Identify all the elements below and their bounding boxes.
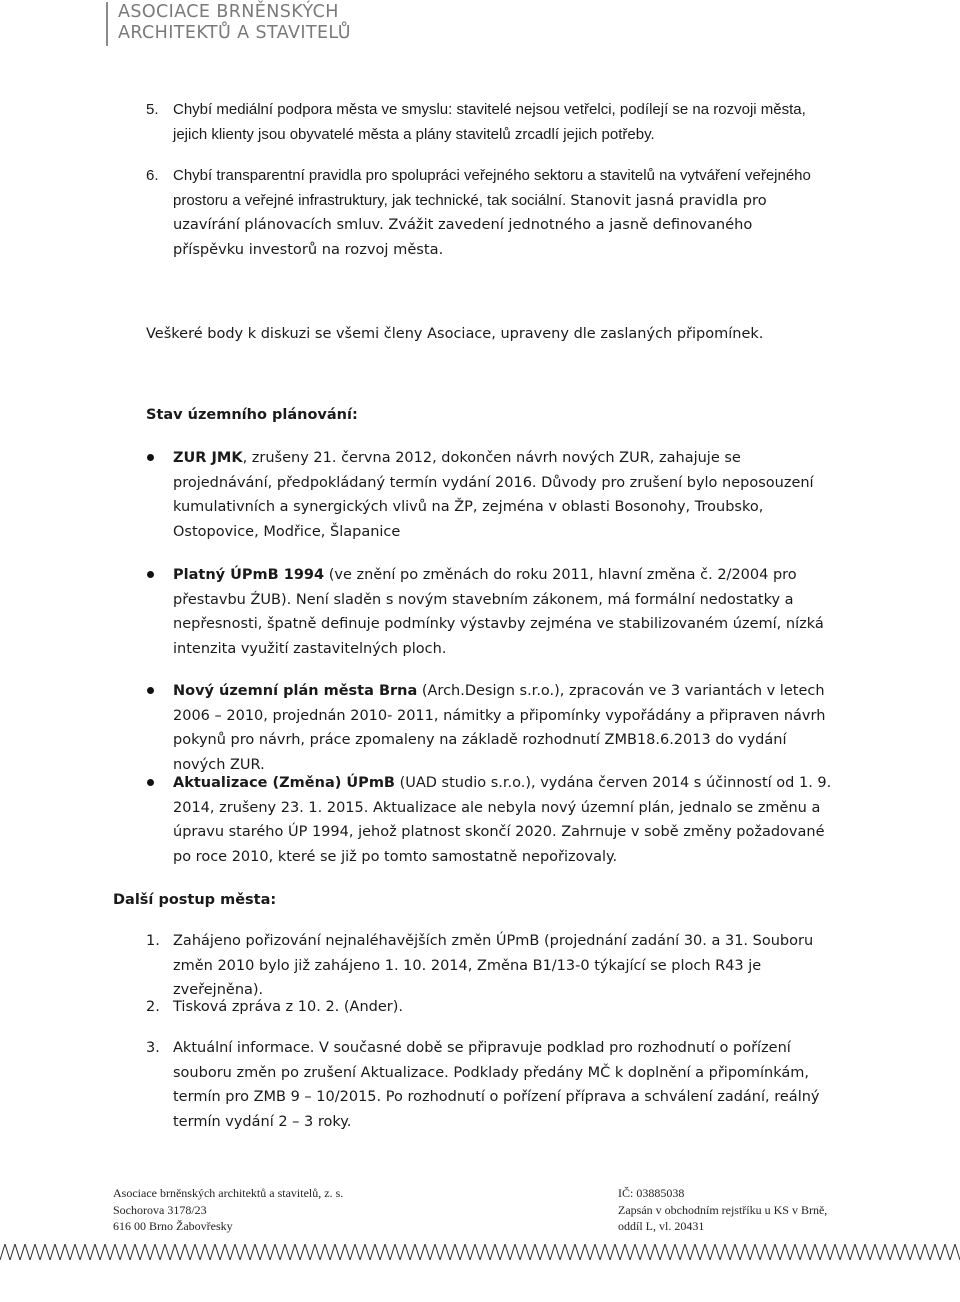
footer-registry: Zapsán v obchodním rejstříku u KS v Brně, (618, 1202, 828, 1217)
footer-org-name: Asociace brněnských architektů a stavitelů, z. s. (113, 1186, 344, 1200)
bullet-bold: Nový územní plán města Brna (173, 683, 418, 699)
list-text-recommendation: Stanovit jasná pravidla pro uzavírání plánovacích smluv. Zvážit zavedení jednotného a jasně definovaného příspěvku investorů na rozvoj města. (173, 191, 767, 258)
list-number: 3. (146, 1040, 160, 1056)
bullet-text (173, 563, 843, 661)
bullet-icon (146, 679, 173, 777)
list-number: 1. (146, 933, 160, 949)
footer-address (113, 1185, 343, 1235)
bullet-icon (146, 563, 173, 661)
bullet-bold: Platný ÚPmB 1994 (173, 567, 325, 583)
next-step-2 (146, 995, 853, 1020)
list-number: 6. (146, 167, 159, 184)
next-step-3 (146, 1036, 823, 1134)
header-line-2: ARCHITEKTŮ A STAVITELŮ (118, 23, 351, 43)
bullet-detail: (UAD studio s.r.o.), vydána červen 2014 s účinností od 1. 9. 2014, zrušeny 23. 1. 2015. Aktualizace ale nebyla nový územní plán, jednalo se změnu a úpravu starého ÚP 1994, jehož platnost skončí 2020. Zahrnuje v sobě změny požadované po roce 2010, které se již po tomto samostatně nepořizovaly. (173, 775, 832, 865)
footer-city: 616 00 Brno Žabovřesky (113, 1219, 233, 1233)
organization-logo (118, 2, 351, 46)
bullet-icon (146, 446, 173, 544)
list-text: Tisková zpráva z 10. 2. (Ander). (173, 999, 404, 1015)
bullet-bold: Aktualizace (Změna) ÚPmB (173, 775, 395, 791)
planning-status-heading: Stav územního plánování: (146, 407, 358, 423)
bullet-detail: (ve znění po změnách do roku 2011, hlavní změna č. 2/2004 pro přestavbu ŹUB). Není sladěn s novým stavebním zákonem, má formální nedostatky a nepřesnosti, špatně definuje podmínky výstavby zejména ve stabilizovaném území, nízká intenzita využití zastavitelných ploch. (173, 567, 824, 657)
footer-registration (618, 1185, 827, 1235)
list-text: Zahájeno pořizování nejnaléhavějších změn ÚPmB (projednání zadání 30. a 31. Souboru změn 2010 bylo již zahájeno 1. 10. 2014, Změna B1/13-0 týkající se ploch R43 je zveřejněna). (173, 933, 814, 998)
bullet-item-update (146, 771, 846, 869)
bullet-text (173, 771, 843, 869)
footer-ic: IČ: 03885038 (618, 1186, 685, 1200)
bullet-text (173, 446, 843, 544)
list-text: Chybí transparentní pravidla pro spolupráci veřejného sektoru a stavitelů na vytváření veřejného prostoru a veřejné infrastruktury, jak technické, tak sociální. (173, 167, 811, 209)
next-step-1 (146, 929, 853, 1003)
bullet-item-zur (146, 446, 846, 544)
bullet-detail: , zrušeny 21. června 2012, dokončen návrh nových ZUR, zahajuje se projednávání, předpokládaný termín vydání 2016. Důvody pro zrušení bylo neposouzení kumulativních a synergických vlivů na ŽP, zejména v oblasti Bosonohy, Troubsko, Ostopovice, Modřice, Šlapanice (173, 450, 814, 540)
bullet-text (173, 679, 843, 777)
list-text: Chybí mediální podpora města ve smyslu: stavitelé nejsou vetřelci, podílejí se na rozvoji města, jejich klienty jsou obyvatelé města a plány stavitelů zrcadlí jejich potřeby. (173, 101, 806, 143)
list-number: 5. (146, 101, 159, 118)
bullet-icon (146, 771, 173, 869)
decorative-zigzag-border (0, 1244, 960, 1302)
organization-header (106, 2, 351, 46)
footer-street: Sochorova 3178/23 (113, 1202, 207, 1217)
bullet-item-new-plan (146, 679, 846, 777)
list-text: Aktuální informace. V současné době se připravuje podklad pro rozhodnutí o pořízení souboru změn po zrušení Aktualizace. Podklady předány MČ k doplnění a připomínkám, termín pro ZMB 9 – 10/2015. Po rozhodnutí o pořízení příprava a schválení zadání, reálný termín vydání 2 – 3 roky. (173, 1040, 820, 1130)
bullet-item-upmb-1994 (146, 563, 846, 661)
list-item-5 (146, 98, 823, 147)
discussion-note: Veškeré body k diskuzi se všemi členy Asociace, upraveny dle zaslaných připomínek. (146, 326, 764, 342)
bullet-bold: ZUR JMK (173, 450, 243, 466)
bullet-detail: (Arch.Design s.r.o.), zpracován ve 3 variantách v letech 2006 – 2010, projednán 2010- 2011, námitky a připomínky vypořádány a připraven návrh pokynů pro návrh, práce zpomaleny na základě rozhodnutí ZMB18.6.2013 do vydání nových ZUR. (173, 683, 826, 773)
next-steps-heading: Další postup města: (113, 892, 277, 908)
list-item-6 (146, 164, 823, 262)
header-line-1: ASOCIACE BRNĚNSKÝCH (118, 2, 339, 22)
header-divider (106, 2, 108, 46)
list-number: 2. (146, 999, 160, 1015)
footer-registry-section: oddíl L, vl. 20431 (618, 1219, 705, 1233)
list-text-wrapper (173, 164, 823, 262)
